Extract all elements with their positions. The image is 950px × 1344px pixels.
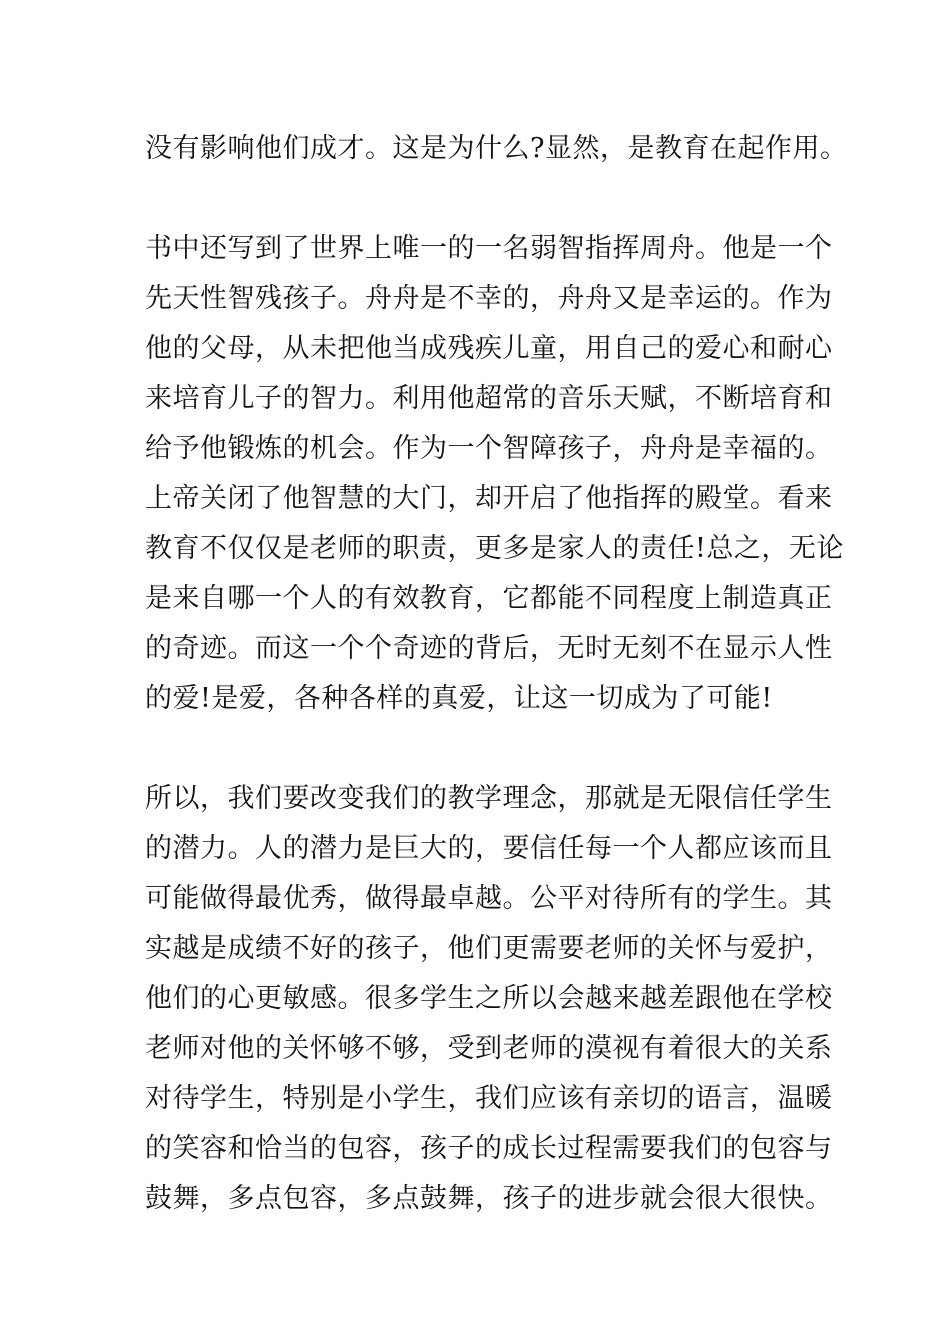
paragraph-2-line-9: 的奇迹。而这一个个奇迹的背后，无时无刻不在显示人性: [145, 633, 833, 664]
paragraph-3-line-8: 的笑容和恰当的包容，孩子的成长过程需要我们的包容与: [145, 1133, 833, 1164]
paragraph-1-line-1: 没有影响他们成才。这是为什么?显然，是教育在起作用。: [145, 133, 848, 164]
paragraph-2-line-7: 教育不仅仅是老师的职责，更多是家人的责任!总之，无论: [145, 533, 844, 564]
paragraph-2-line-8: 是来自哪一个人的有效教育，它都能不同程度上制造真正: [145, 583, 833, 614]
paragraph-2-line-6: 上帝关闭了他智慧的大门，却开启了他指挥的殿堂。看来: [145, 483, 833, 514]
paragraph-3-line-2: 的潜力。人的潜力是巨大的，要信任每一个人都应该而且: [145, 833, 833, 864]
paragraph-3-line-9: 鼓舞，多点包容，多点鼓舞，孩子的进步就会很大很快。: [145, 1183, 833, 1214]
paragraph-2-line-5: 给予他锻炼的机会。作为一个智障孩子，舟舟是幸福的。: [145, 433, 833, 464]
paragraph-3-line-1: 所以，我们要改变我们的教学理念，那就是无限信任学生: [145, 783, 833, 814]
paragraph-3-line-7: 对待学生，特别是小学生，我们应该有亲切的语言，温暖: [145, 1083, 833, 1114]
paragraph-3-line-6: 老师对他的关怀够不够，受到老师的漠视有着很大的关系: [145, 1033, 833, 1064]
paragraph-2-line-2: 先天性智残孩子。舟舟是不幸的，舟舟又是幸运的。作为: [145, 283, 833, 314]
paragraph-3-line-5: 他们的心更敏感。很多学生之所以会越来越差跟他在学校: [145, 983, 833, 1014]
paragraph-2-line-4: 来培育儿子的智力。利用他超常的音乐天赋，不断培育和: [145, 383, 833, 414]
paragraph-3-line-4: 实越是成绩不好的孩子，他们更需要老师的关怀与爱护，: [145, 933, 833, 964]
paragraph-2-line-3: 他的父母，从未把他当成残疾儿童，用自己的爱心和耐心: [145, 333, 833, 364]
paragraph-2-line-1: 书中还写到了世界上唯一的一名弱智指挥周舟。他是一个: [145, 233, 833, 264]
paragraph-2-line-10: 的爱!是爱，各种各样的真爱，让这一切成为了可能!: [145, 683, 773, 714]
paragraph-3-line-3: 可能做得最优秀，做得最卓越。公平对待所有的学生。其: [145, 883, 833, 914]
